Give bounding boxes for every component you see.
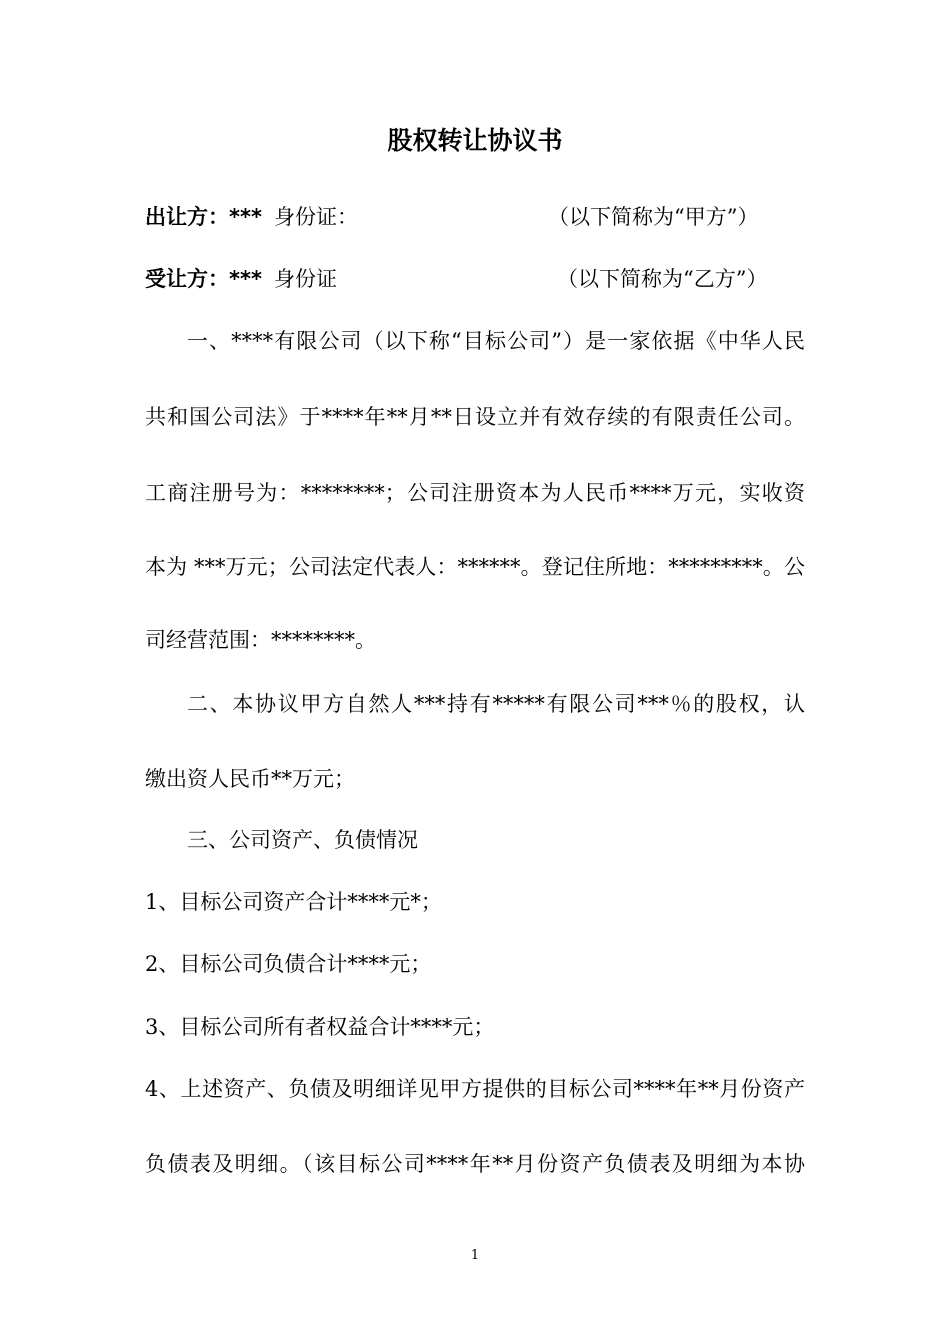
page-number: 1 xyxy=(470,1248,480,1263)
paragraph-line: 缴出资人民币**万元； xyxy=(145,767,355,791)
party-b-id-label: 身份证 xyxy=(273,267,337,291)
document-title: 股权转让协议书 xyxy=(387,126,563,155)
paragraph-line: 工商注册号为：********；公司注册资本为人民币****万元，实收资 xyxy=(145,481,805,505)
paragraph-line: 本为 ***万元；公司法定代表人：******。登记住所地：*********。公 xyxy=(145,555,805,579)
party-a-alias: （以下简称为“甲方”） xyxy=(548,205,759,229)
party-a-id-label: 身份证： xyxy=(273,205,358,229)
list-item: 4、上述资产、负债及明细详见甲方提供的目标公司****年**月份资产 xyxy=(145,1077,805,1101)
paragraph-line: 司经营范围：********。 xyxy=(145,628,376,652)
party-b-label: 受让方：*** xyxy=(145,267,262,291)
list-item: 3、目标公司所有者权益合计****元； xyxy=(145,1015,495,1039)
party-b-alias: （以下简称为“乙方”） xyxy=(557,267,768,291)
section-heading: 三、公司资产、负债情况 xyxy=(187,828,418,852)
paragraph-line: 负债表及明细。（该目标公司****年**月份资产负债表及明细为本协 xyxy=(145,1152,805,1176)
paragraph-line: 一、****有限公司（以下称“目标公司”）是一家依据《中华人民 xyxy=(187,329,805,353)
party-b-line xyxy=(145,265,337,293)
paragraph-line: 共和国公司法》于****年**月**日设立并有效存续的有限责任公司。 xyxy=(145,405,805,429)
list-item: 2、目标公司负债合计****元； xyxy=(145,952,432,976)
paragraph-line: 二、本协议甲方自然人***持有*****有限公司***％的股权，认 xyxy=(187,692,805,716)
list-item: 1、目标公司资产合计****元*； xyxy=(145,890,442,914)
party-a-line xyxy=(145,203,358,231)
party-a-label: 出让方：*** xyxy=(145,205,262,229)
